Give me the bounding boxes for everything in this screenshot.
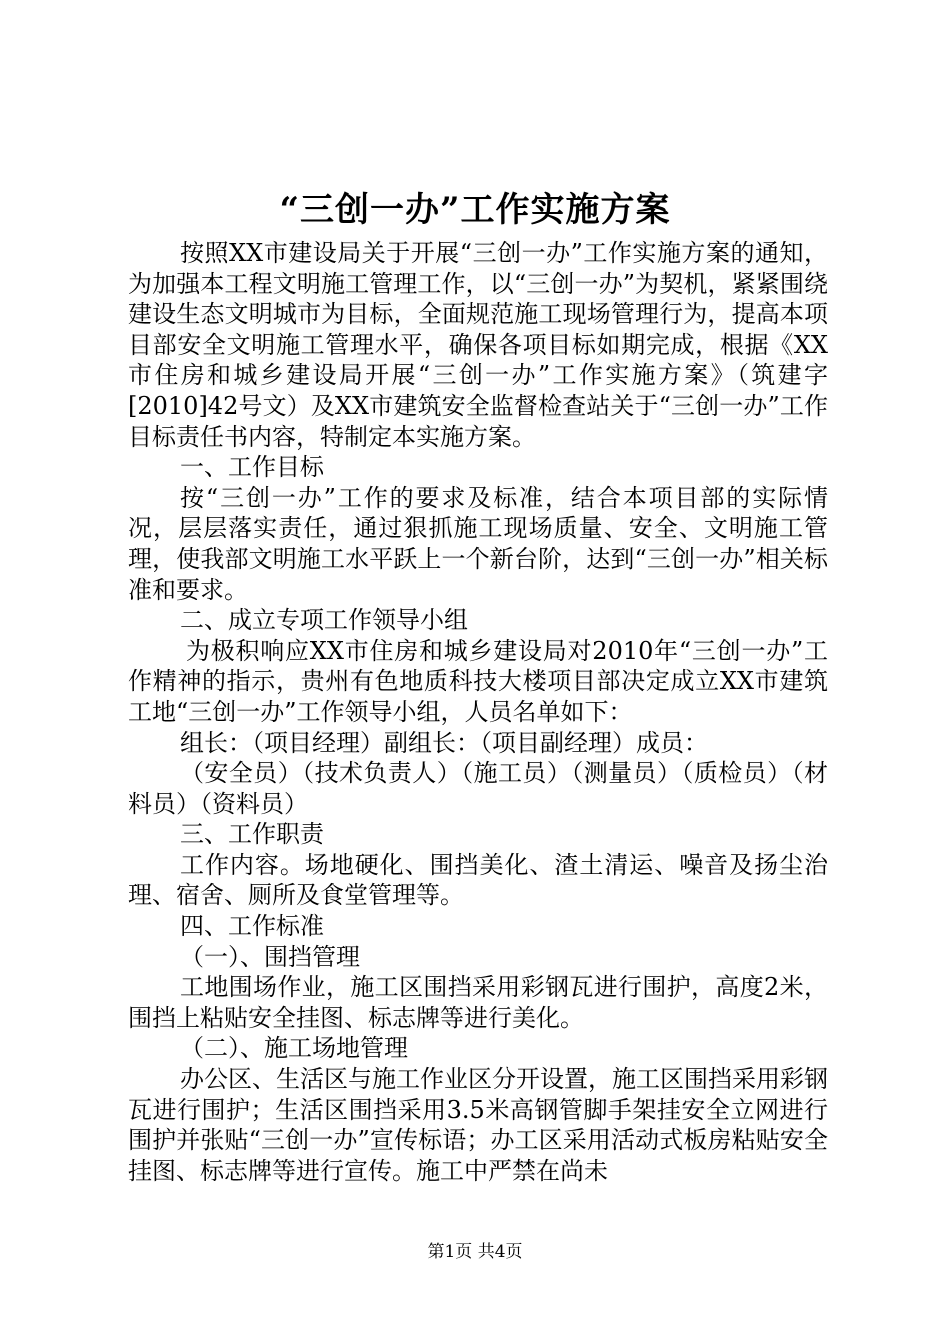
fence-paragraph: 工地围场作业，施工区围挡采用彩钢瓦进行围护，高度2米，围挡上粘贴安全挂图、标志牌等进行美化。 [128,973,828,1032]
goals-paragraph: 按“三创一办”工作的要求及标准，结合本项目部的实际情况，层层落实责任，通过狠抓施工现场质量、安全、文明施工管理，使我部文明施工水平跃上一个新台阶，达到“三创一办”相关标准和要求。 [128,483,828,604]
page-number-footer: 第1页 共4页 [427,1242,523,1262]
document-body [128,238,828,1186]
duties-paragraph: 工作内容。场地硬化、围挡美化、渣土清运、噪音及扬尘治理、宿舍、厕所及食堂管理等。 [128,850,828,910]
intro-paragraph: 按照XX市建设局关于开展“三创一办”工作实施方案的通知，为加强本工程文明施工管理工作，以“三创一办”为契机，紧紧围绕建设生态文明城市为目标，全面规范施工现场管理行为，提高本项目部安全文明施工管理水平，确保各项目标如期完成，根据《XX市住房和城乡建设局开展“三创一办”工作实施方案》（筑建字[2010]42号文）及XX市建筑安全监督检查站关于“三创一办”工作目标责任书内容，特制定本实施方案。 [128,239,828,451]
section-heading-standards: 四、工作标准 [180,912,324,941]
group-leaders-line: 组长：（项目经理）副组长：（项目副经理）成员： [180,728,708,757]
document-title: “三创一办”工作实施方案 [279,190,671,230]
subsection-heading-fence: （一）、围挡管理 [180,942,360,971]
group-paragraph: 为极积响应XX市住房和城乡建设局对2010年“三创一办”工作精神的指示，贵州有色地质科技大楼项目部决定成立XX市建筑工地“三创一办”工作领导小组，人员名单如下： [128,636,828,726]
subsection-heading-site: （二）、施工场地管理 [180,1034,408,1063]
section-heading-group: 二、成立专项工作领导小组 [180,606,468,635]
section-heading-duties: 三、工作职责 [180,820,324,849]
section-heading-goals: 一、工作目标 [180,453,324,482]
group-members-line: （安全员）（技术负责人）（施工员）（测量员）（质检员）（材料员）（资料员） [128,759,828,818]
site-paragraph: 办公区、生活区与施工作业区分开设置，施工区围挡采用彩钢瓦进行围护；生活区围挡采用3.5米高钢管脚手架挂安全立网进行围护并张贴“三创一办”宣传标语；办工区采用活动式板房粘贴安全挂图、标志牌等进行宣传。施工中严禁在尚未 [128,1065,828,1185]
